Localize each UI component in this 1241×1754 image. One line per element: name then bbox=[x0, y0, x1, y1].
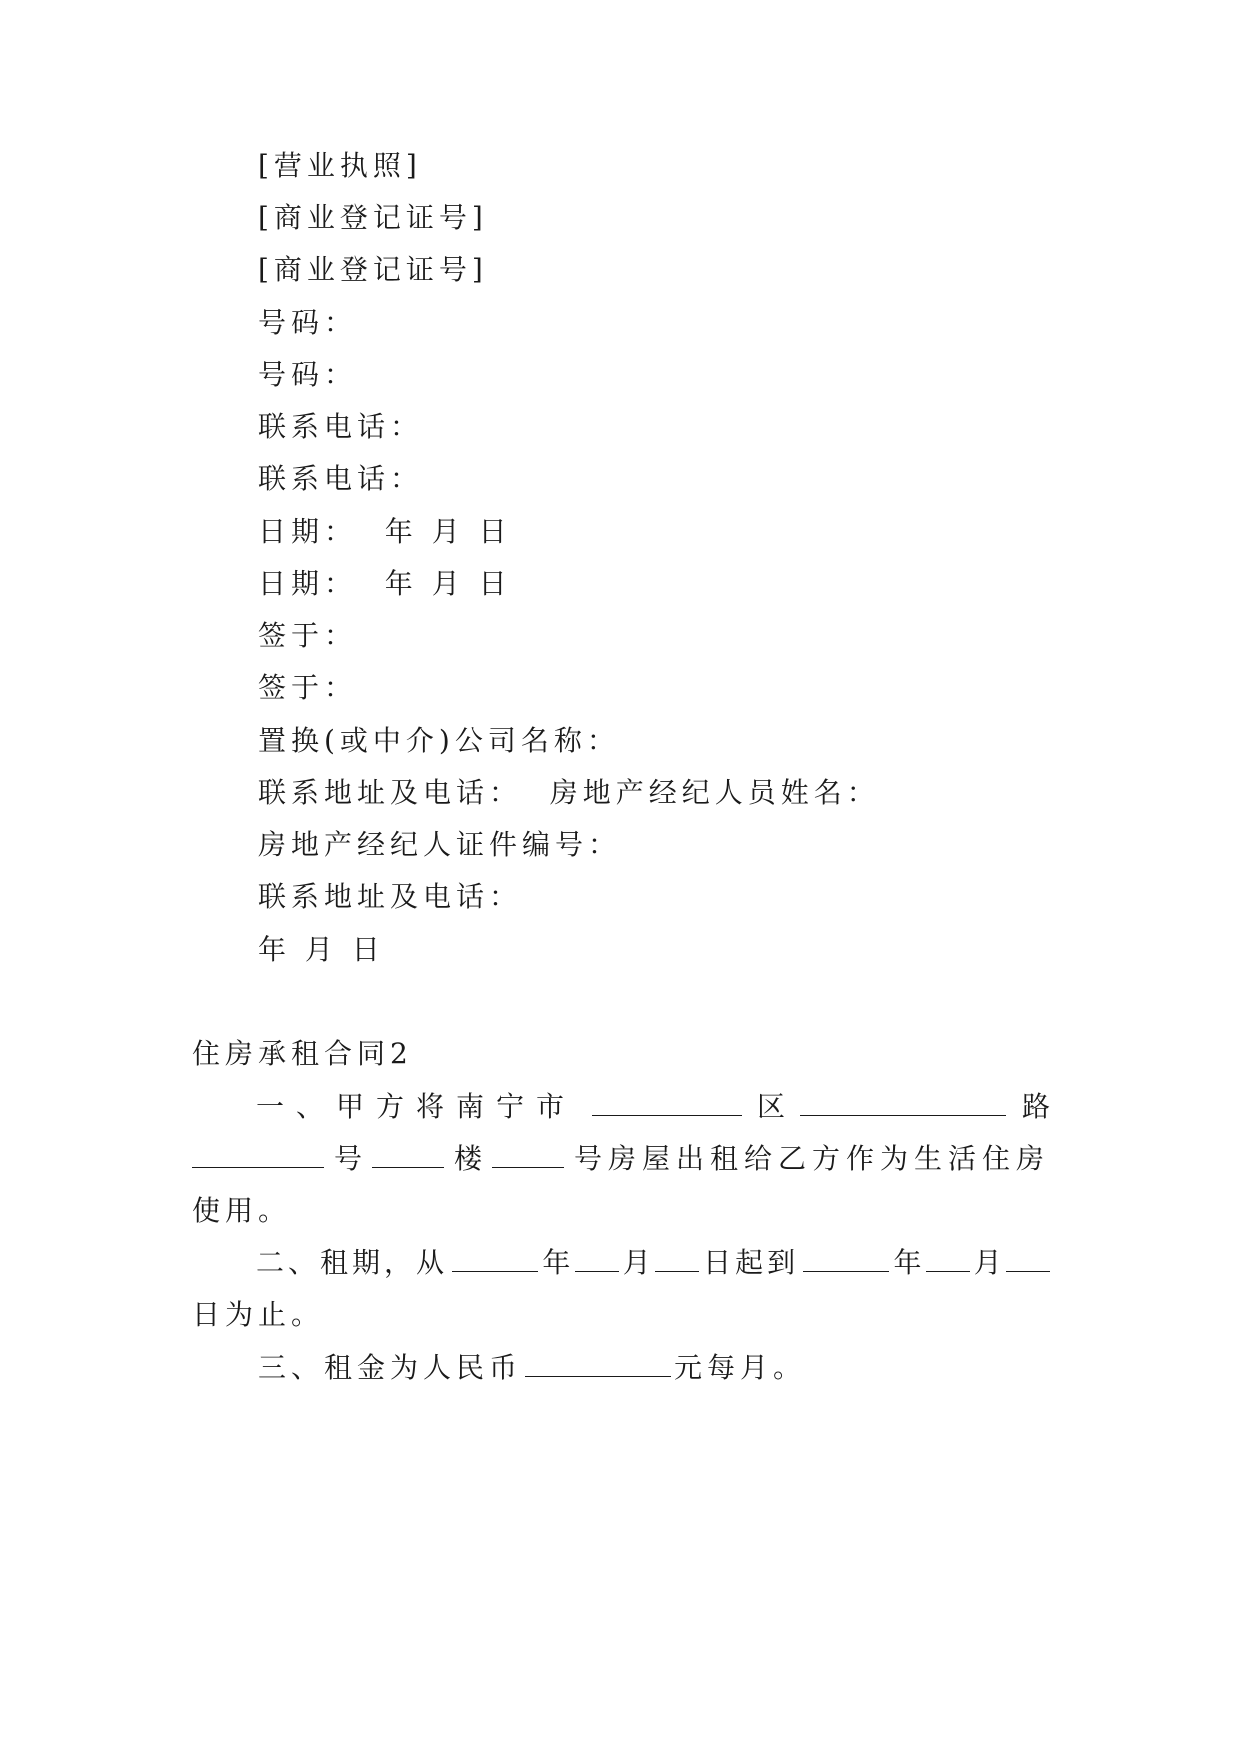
end-month-blank bbox=[926, 1245, 970, 1272]
business-registration-label: [商业登记证号] bbox=[258, 201, 488, 234]
day-from-text: 日起到 bbox=[703, 1246, 800, 1279]
month-text: 月 bbox=[622, 1246, 651, 1279]
agent-contact-label: 联系地址及电话： bbox=[258, 880, 523, 913]
clause-2-line-2: 日为止。 bbox=[192, 1298, 325, 1331]
road-blank bbox=[800, 1089, 1006, 1116]
date-label: 日期： 年 月 日 bbox=[258, 567, 512, 600]
clause-2-text: 二、租期，从 bbox=[256, 1246, 449, 1279]
number-blank bbox=[192, 1141, 324, 1168]
clause-2-line-1 bbox=[192, 1245, 1050, 1281]
year-text: 年 bbox=[542, 1246, 571, 1279]
agent-date-label: 年 月 日 bbox=[258, 933, 385, 966]
signed-at-label: 签于： bbox=[258, 619, 358, 652]
room-purpose-text: 号房屋出租给乙方作为生活住房 bbox=[573, 1142, 1050, 1175]
date-label: 日期： 年 月 日 bbox=[258, 515, 512, 548]
start-day-blank bbox=[655, 1245, 699, 1272]
agency-name-label: 置换(或中介)公司名称： bbox=[258, 724, 620, 757]
clause-3 bbox=[258, 1350, 806, 1386]
number-label: 号码： bbox=[258, 358, 358, 391]
phone-label: 联系电话： bbox=[258, 410, 424, 443]
number-text: 号 bbox=[333, 1142, 362, 1175]
end-year-blank bbox=[803, 1245, 889, 1272]
rent-amount-blank bbox=[525, 1350, 671, 1377]
business-registration-label: [商业登记证号] bbox=[258, 253, 488, 286]
start-year-blank bbox=[452, 1245, 538, 1272]
clause-1-line-2 bbox=[192, 1141, 1050, 1177]
phone-label: 联系电话： bbox=[258, 462, 424, 495]
year-text-2: 年 bbox=[893, 1246, 922, 1279]
district-text: 区 bbox=[756, 1090, 785, 1123]
month-text-2: 月 bbox=[973, 1246, 1002, 1279]
clause-1-text: 一、甲方将南宁市 bbox=[256, 1090, 577, 1123]
building-text: 楼 bbox=[453, 1142, 482, 1175]
agent-certificate-label: 房地产经纪人证件编号： bbox=[258, 828, 622, 861]
number-label: 号码： bbox=[258, 306, 358, 339]
road-text: 路 bbox=[1021, 1090, 1050, 1123]
clause-1-line-3: 使用。 bbox=[192, 1194, 292, 1227]
end-day-blank bbox=[1006, 1245, 1050, 1272]
business-license-label: [营业执照] bbox=[258, 149, 422, 182]
room-blank bbox=[492, 1141, 564, 1168]
clause-3-text: 三、租金为人民币 bbox=[258, 1351, 523, 1384]
clause-1-line-1 bbox=[192, 1089, 1050, 1125]
agency-contact-label: 联系地址及电话： 房地产经纪人员姓名： bbox=[258, 776, 880, 809]
signed-at-label: 签于： bbox=[258, 671, 358, 704]
rent-unit-text: 元每月。 bbox=[674, 1351, 807, 1384]
start-month-blank bbox=[575, 1245, 619, 1272]
building-blank bbox=[372, 1141, 444, 1168]
contract-title: 住房承租合同2 bbox=[192, 1037, 413, 1070]
district-blank bbox=[592, 1089, 742, 1116]
